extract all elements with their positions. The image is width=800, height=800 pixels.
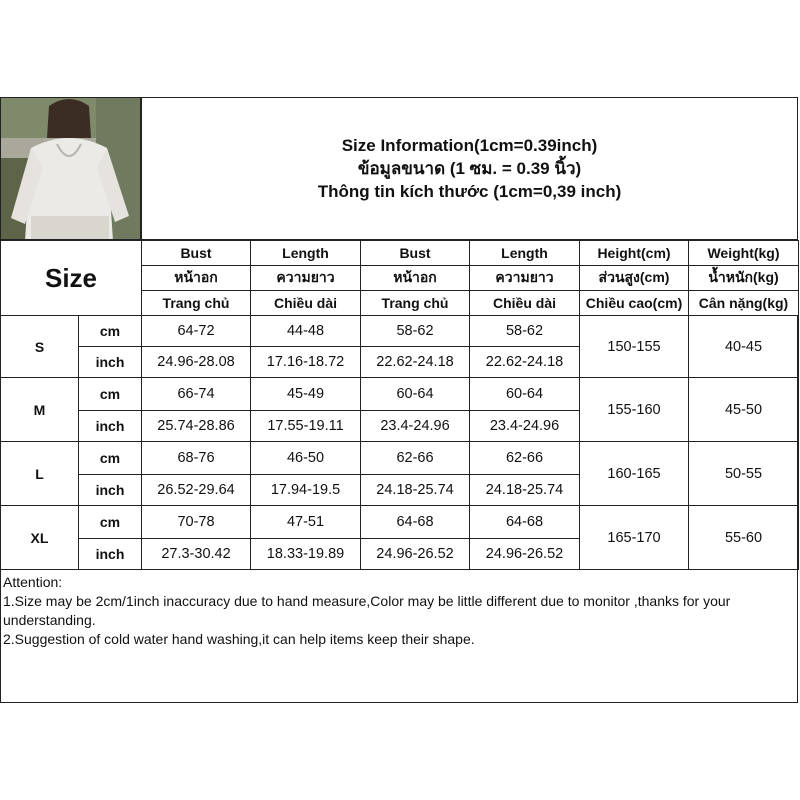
column-header: ความยาว <box>470 266 580 291</box>
table-cell: 64-68 <box>470 506 580 539</box>
table-cell: 62-66 <box>470 442 580 475</box>
table-cell: 18.33-19.89 <box>251 539 361 570</box>
unit-label: cm <box>79 506 142 539</box>
table-cell: 22.62-24.18 <box>470 347 580 378</box>
attention-note-2: 2.Suggestion of cold water hand washing,it can help items keep their shape. <box>3 631 475 647</box>
table-cell: 46-50 <box>251 442 361 475</box>
column-header: Length <box>251 241 361 266</box>
table-row <box>1 442 799 475</box>
table-cell: 45-49 <box>251 378 361 411</box>
table-cell: 23.4-24.96 <box>470 411 580 442</box>
attention-note-1: 1.Size may be 2cm/1inch inaccuracy due to hand measure,Color may be little different due to monitor ,thanks for your understanding. <box>3 593 731 628</box>
table-cell: 24.96-28.08 <box>142 347 251 378</box>
table-cell: 60-64 <box>470 378 580 411</box>
size-info-title <box>141 97 798 240</box>
height-cell: 155-160 <box>580 378 689 442</box>
column-header: Bust <box>361 241 470 266</box>
size-table <box>0 240 799 570</box>
table-cell: 17.94-19.5 <box>251 475 361 506</box>
unit-label: cm <box>79 378 142 411</box>
column-header: Height(cm) <box>580 241 689 266</box>
column-header: หน้าอก <box>361 266 470 291</box>
weight-cell: 50-55 <box>689 442 799 506</box>
table-cell: 17.55-19.11 <box>251 411 361 442</box>
size-label: M <box>1 378 79 442</box>
table-cell: 24.96-26.52 <box>361 539 470 570</box>
table-cell: 58-62 <box>361 316 470 347</box>
unit-label: cm <box>79 316 142 347</box>
table-cell: 27.3-30.42 <box>142 539 251 570</box>
height-cell: 165-170 <box>580 506 689 570</box>
column-header: Chiều cao(cm) <box>580 291 689 316</box>
unit-label: inch <box>79 475 142 506</box>
height-cell: 160-165 <box>580 442 689 506</box>
table-cell: 24.96-26.52 <box>470 539 580 570</box>
product-photo-illustration <box>1 98 141 240</box>
column-header: ความยาว <box>251 266 361 291</box>
table-row <box>1 378 799 411</box>
table-cell: 23.4-24.96 <box>361 411 470 442</box>
table-row <box>1 316 799 347</box>
column-header: ส่วนสูง(cm) <box>580 266 689 291</box>
column-header: Cân nặng(kg) <box>689 291 799 316</box>
product-photo <box>0 97 141 240</box>
column-header: Trang chủ <box>142 291 251 316</box>
table-cell: 62-66 <box>361 442 470 475</box>
header-row-english <box>1 241 799 266</box>
attention-notes <box>3 573 795 649</box>
column-header: น้ำหนัก(kg) <box>689 266 799 291</box>
table-cell: 60-64 <box>361 378 470 411</box>
table-cell: 64-72 <box>142 316 251 347</box>
table-cell: 17.16-18.72 <box>251 347 361 378</box>
table-cell: 58-62 <box>470 316 580 347</box>
title-thai: ข้อมูลขนาด (1 ซม. = 0.39 นิ้ว) <box>357 159 582 178</box>
size-header: Size <box>1 241 142 316</box>
table-cell: 24.18-25.74 <box>361 475 470 506</box>
title-vietnamese: Thông tin kích thước (1cm=0,39 inch) <box>317 182 622 201</box>
table-cell: 64-68 <box>361 506 470 539</box>
size-label: S <box>1 316 79 378</box>
table-cell: 22.62-24.18 <box>361 347 470 378</box>
table-cell: 26.52-29.64 <box>142 475 251 506</box>
table-cell: 66-74 <box>142 378 251 411</box>
table-cell: 24.18-25.74 <box>470 475 580 506</box>
size-label: L <box>1 442 79 506</box>
column-header: Weight(kg) <box>689 241 799 266</box>
weight-cell: 40-45 <box>689 316 799 378</box>
unit-label: inch <box>79 411 142 442</box>
column-header: หน้าอก <box>142 266 251 291</box>
attention-heading: Attention: <box>3 574 63 590</box>
column-header: Length <box>470 241 580 266</box>
table-cell: 47-51 <box>251 506 361 539</box>
table-cell: 70-78 <box>142 506 251 539</box>
height-cell: 150-155 <box>580 316 689 378</box>
table-cell: 25.74-28.86 <box>142 411 251 442</box>
unit-label: inch <box>79 539 142 570</box>
size-label: XL <box>1 506 79 570</box>
table-cell: 44-48 <box>251 316 361 347</box>
title-english: Size Information(1cm=0.39inch) <box>341 136 598 155</box>
column-header: Trang chủ <box>361 291 470 316</box>
table-row <box>1 506 799 539</box>
weight-cell: 55-60 <box>689 506 799 570</box>
table-cell: 68-76 <box>142 442 251 475</box>
column-header: Chiều dài <box>251 291 361 316</box>
weight-cell: 45-50 <box>689 378 799 442</box>
column-header: Chiều dài <box>470 291 580 316</box>
unit-label: inch <box>79 347 142 378</box>
column-header: Bust <box>142 241 251 266</box>
unit-label: cm <box>79 442 142 475</box>
